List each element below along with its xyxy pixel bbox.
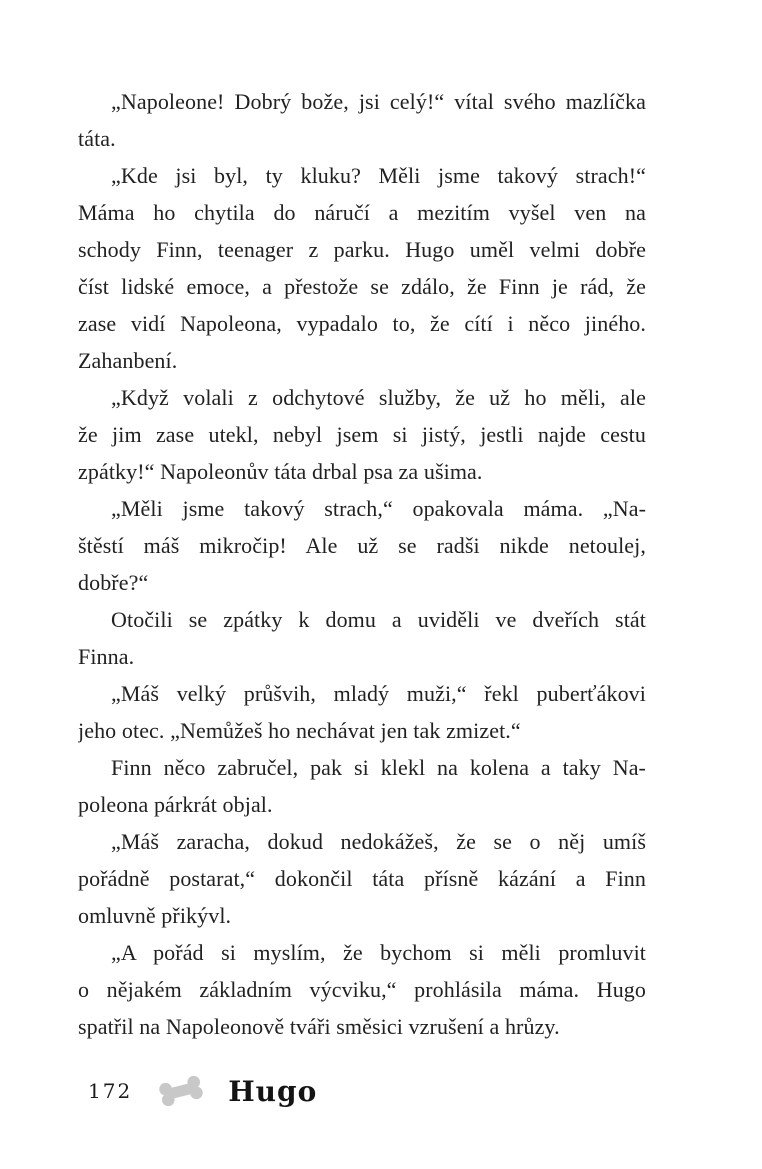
text-line: „Kde jsi byl, ty kluku? Měli jsme takový strach!“ xyxy=(111,163,646,188)
text-line: o nějakém základním výcviku,“ prohlásila máma. Hugo xyxy=(78,977,646,1002)
text-line: Zahanbení. xyxy=(78,348,178,373)
text-line: štěstí máš mikročip! Ale už se radši nikde netoulej, xyxy=(78,533,646,558)
text-line: „A pořád si myslím, že bychom si měli promluvit xyxy=(111,940,646,965)
text-line: poleona párkrát objal. xyxy=(78,792,273,817)
text-line: „Máš velký průšvih, mladý muži,“ řekl puberťákovi xyxy=(111,681,646,706)
text-line: Finna. xyxy=(78,644,135,669)
page-footer xyxy=(88,1074,317,1108)
text-line: zase vidí Napoleona, vypadalo to, že cítí i něco jiného. xyxy=(78,311,646,336)
bone-icon xyxy=(155,1071,207,1111)
text-line: číst lidské emoce, a přestože se zdálo, že Finn je rád, že xyxy=(78,274,646,299)
text-line: jeho otec. „Nemůžeš ho nechávat jen tak zmizet.“ xyxy=(78,718,521,743)
body-text xyxy=(78,83,646,1045)
text-line: že jim zase utekl, nebyl jsem si jistý, jestli najde cestu xyxy=(78,422,646,447)
text-line: omluvně přikývl. xyxy=(78,903,232,928)
page-number: 172 xyxy=(88,1079,133,1103)
text-line: „Napoleone! Dobrý bože, jsi celý!“ vítal svého mazlíčka xyxy=(111,89,646,114)
text-line: Finn něco zabručel, pak si klekl na kolena a taky Na- xyxy=(111,755,646,780)
text-line: „Měli jsme takový strach,“ opakovala máma. „Na- xyxy=(111,496,646,521)
running-title: Hugo xyxy=(228,1074,318,1108)
text-line: Máma ho chytila do náručí a mezitím vyšel ven na xyxy=(78,200,646,225)
text-line: táta. xyxy=(78,126,116,151)
text-line: Otočili se zpátky k domu a uviděli ve dveřích stát xyxy=(111,607,646,632)
text-line: schody Finn, teenager z parku. Hugo uměl velmi dobře xyxy=(78,237,646,262)
text-line: „Když volali z odchytové služby, že už ho měli, ale xyxy=(111,385,646,410)
text-line: „Máš zaracha, dokud nedokážeš, že se o něj umíš xyxy=(111,829,646,854)
text-line: pořádně postarat,“ dokončil táta přísně kázání a Finn xyxy=(78,866,646,891)
text-line: spatřil na Napoleonově tváři směsici vzrušení a hrůzy. xyxy=(78,1014,560,1039)
text-line: zpátky!“ Napoleonův táta drbal psa za ušima. xyxy=(78,459,483,484)
text-line: dobře?“ xyxy=(78,570,149,595)
